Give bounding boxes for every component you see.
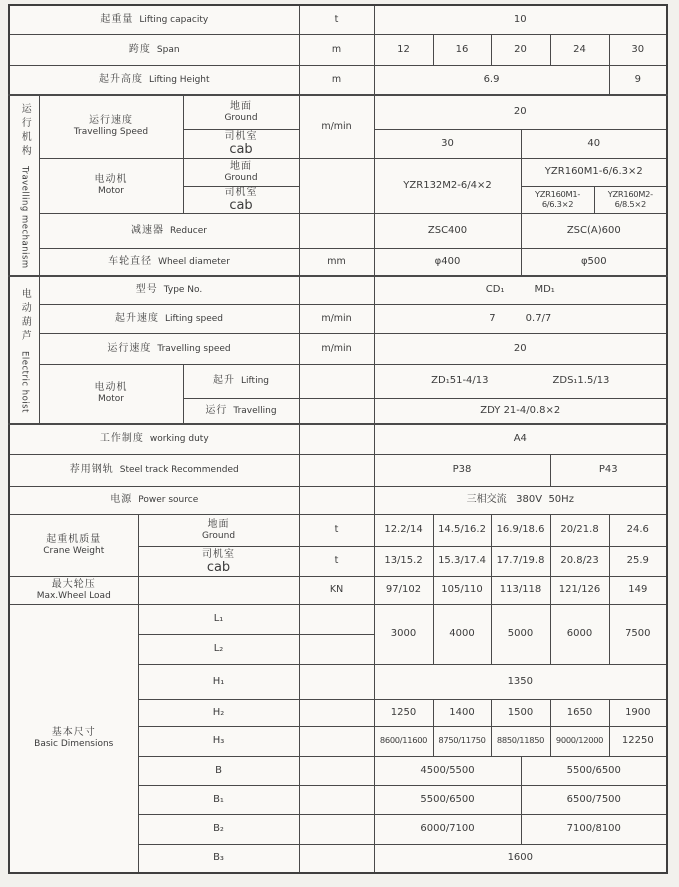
hoist-motor-lifting-cd: ZD₁51-4/13 [431, 375, 489, 386]
section-travelling-mechanism-en: Travelling mechanism [19, 165, 30, 269]
dim-h2-v5: 1900 [609, 699, 667, 726]
lifting-capacity-value: 10 [374, 5, 667, 34]
crane-weight-ground-v1: 12.2/14 [374, 514, 433, 546]
crane-weight-cab-v4: 20.8/23 [550, 546, 609, 576]
basic-dimensions-label-zh: 基本尺寸 [51, 726, 96, 738]
dim-h2-v3: 1500 [491, 699, 550, 726]
power-source-label-en: Power source [138, 495, 199, 505]
lifting-capacity-unit: t [299, 5, 374, 34]
wheel-diameter-value-right: φ500 [521, 248, 667, 276]
hoist-motor-lifting-zh: 起升 [213, 375, 236, 386]
dim-l-v3: 5000 [491, 604, 550, 664]
dim-l-v4: 6000 [550, 604, 609, 664]
crane-weight-ground-zh: 地面 [207, 518, 230, 530]
working-duty-label-zh: 工作制度 [99, 433, 144, 445]
dim-b3-unit [299, 844, 374, 873]
dim-b2-value-left: 6000/7100 [374, 814, 521, 844]
dim-h2-v4: 1650 [550, 699, 609, 726]
max-wheel-load-label-en: Max.Wheel Load [36, 590, 111, 601]
travelling-speed-ground-en: Ground [224, 112, 258, 123]
max-wheel-load-label [9, 576, 138, 604]
row-type-no [9, 276, 667, 304]
travelling-motor-cab-label [183, 186, 299, 213]
span-unit: m [299, 34, 374, 65]
type-no-value [374, 276, 667, 304]
dim-b1-value-right: 6500/7500 [521, 785, 667, 814]
travelling-motor-value-right-top: YZR160M1-6/6.3×2 [521, 158, 667, 186]
hoist-motor-travelling-zh: 运行 [205, 404, 228, 416]
dim-b2-label: B₂ [138, 814, 299, 844]
travelling-motor-ground-zh: 地面 [230, 160, 252, 172]
type-no-md: MD₁ [534, 284, 555, 296]
travelling-speed-label-zh: 运行速度 [89, 115, 133, 127]
steel-track-label-zh: 荐用钢轨 [69, 464, 114, 475]
hoist-motor-travelling-value: ZDY 21-4/0.8×2 [374, 398, 667, 424]
row-travelling-motor-ground [9, 158, 667, 186]
travelling-motor-cab-en: cab [229, 198, 253, 213]
hoist-motor-lifting-en: Lifting [241, 376, 269, 386]
working-duty-label-en: working duty [149, 434, 209, 445]
dim-h2-v1: 1250 [374, 699, 433, 726]
dim-b-value-right: 5500/6500 [521, 756, 667, 785]
power-source-value: 三相交流 380V 50Hz [374, 486, 667, 514]
wheel-diameter-label [39, 248, 299, 276]
span-value-12: 12 [374, 34, 433, 65]
hoist-travelling-speed-label [39, 333, 299, 364]
section-electric-hoist-en: Electric hoist [19, 350, 30, 413]
basic-dimensions-label-en: Basic Dimensions [34, 738, 114, 749]
reducer-value-left: ZSC400 [374, 213, 521, 248]
dim-b1-value-left: 5500/6500 [374, 785, 521, 814]
working-duty-value: A4 [374, 424, 667, 454]
max-wheel-load-spacer [138, 576, 299, 604]
hoist-motor-travelling-label [183, 398, 299, 424]
hoist-motor-lifting-md: ZDS₁1.5/13 [552, 375, 610, 386]
hoist-travelling-speed-label-zh: 运行速度 [107, 342, 152, 354]
crane-weight-ground-label [138, 514, 299, 546]
reducer-unit [299, 213, 374, 248]
dim-b2-value-right: 7100/8100 [521, 814, 667, 844]
travelling-speed-ground-label [183, 95, 299, 129]
crane-weight-cab-zh: 司机室 [202, 548, 235, 560]
row-power-source [9, 486, 667, 514]
power-source-label [9, 486, 299, 514]
section-electric-hoist [9, 276, 39, 424]
travelling-motor-value-bottom-left: YZR160M1-6/6.3×2 [521, 186, 594, 213]
dim-b-value-left: 4500/5500 [374, 756, 521, 785]
dim-l2-unit [299, 634, 374, 664]
type-no-label [39, 276, 299, 304]
max-wheel-load-unit: KN [299, 576, 374, 604]
row-dim-l1 [9, 604, 667, 634]
crane-weight-cab-v2: 15.3/17.4 [433, 546, 491, 576]
max-wheel-load-v2: 105/110 [433, 576, 491, 604]
dim-l1-label: L₁ [138, 604, 299, 634]
lifting-height-label-zh: 起升高度 [98, 73, 143, 85]
dim-h2-label: H₂ [138, 699, 299, 726]
hoist-motor-label [39, 364, 183, 424]
span-value-20: 20 [491, 34, 550, 65]
dim-l-v2: 4000 [433, 604, 491, 664]
type-no-label-en: Type No. [163, 285, 203, 296]
travelling-motor-label [39, 158, 183, 213]
hoist-motor-lifting-label [183, 364, 299, 398]
row-travelling-speed-ground [9, 95, 667, 129]
hoist-lifting-speed-unit: m/min [299, 304, 374, 333]
steel-track-value-left: P38 [374, 454, 550, 486]
row-reducer [9, 213, 667, 248]
row-lifting-capacity [9, 5, 667, 34]
reducer-label-en: Reducer [170, 225, 207, 236]
max-wheel-load-v3: 113/118 [491, 576, 550, 604]
dim-h3-v3: 8850/11850 [491, 726, 550, 756]
span-value-30: 30 [609, 34, 667, 65]
power-source-label-zh: 电源 [110, 494, 133, 505]
reducer-label [39, 213, 299, 248]
section-travelling-mechanism-zh: 运行机构 [19, 102, 31, 159]
lifting-height-unit: m [299, 65, 374, 95]
crane-weight-ground-en: Ground [201, 530, 236, 541]
dim-h1-unit [299, 664, 374, 699]
crane-weight-ground-unit: t [299, 514, 374, 546]
row-lifting-height [9, 65, 667, 95]
crane-weight-cab-v3: 17.7/19.8 [491, 546, 550, 576]
section-electric-hoist-zh: 电动葫芦 [19, 287, 31, 344]
reducer-label-zh: 减速器 [131, 224, 164, 236]
hoist-lifting-speed-md: 0.7/7 [525, 312, 552, 324]
dim-h3-v2: 8750/11750 [433, 726, 491, 756]
dim-h3-v4: 9000/12000 [550, 726, 609, 756]
hoist-lifting-speed-label [39, 304, 299, 333]
hoist-lifting-speed-cd: 7 [489, 312, 496, 324]
dim-b-unit [299, 756, 374, 785]
dim-h2-unit [299, 699, 374, 726]
row-hoist-lifting-speed [9, 304, 667, 333]
travelling-motor-value-left: YZR132M2-6/4×2 [374, 158, 521, 213]
max-wheel-load-v1: 97/102 [374, 576, 433, 604]
wheel-diameter-unit: mm [299, 248, 374, 276]
span-label-en: Span [156, 44, 180, 55]
section-travelling-mechanism [9, 95, 39, 276]
max-wheel-load-label-zh: 最大轮压 [51, 578, 96, 590]
travelling-motor-value-bottom-right: YZR160M2-6/8.5×2 [594, 186, 667, 213]
hoist-motor-travelling-en: Travelling [233, 405, 277, 416]
span-label [9, 34, 299, 65]
travelling-motor-ground-label [183, 158, 299, 186]
dim-b2-unit [299, 814, 374, 844]
travelling-motor-ground-en: Ground [224, 172, 258, 183]
working-duty-unit [299, 424, 374, 454]
span-label-zh: 跨度 [128, 43, 151, 55]
travelling-speed-cab-label [183, 129, 299, 158]
reducer-value-right: ZSC(A)600 [521, 213, 667, 248]
lifting-height-label [9, 65, 299, 95]
hoist-motor-label-en: Motor [97, 394, 124, 405]
wheel-diameter-value-left: φ400 [374, 248, 521, 276]
type-no-unit [299, 276, 374, 304]
crane-weight-ground-v5: 24.6 [609, 514, 667, 546]
row-wheel-diameter [9, 248, 667, 276]
wheel-diameter-label-en: Wheel diameter [158, 256, 230, 267]
travelling-speed-ground-zh: 地面 [230, 100, 252, 112]
hoist-travelling-speed-value: 20 [374, 333, 667, 364]
travelling-speed-cab-en: cab [229, 142, 253, 157]
row-crane-weight-ground [9, 514, 667, 546]
hoist-motor-lifting-value [374, 364, 667, 398]
power-source-unit [299, 486, 374, 514]
crane-weight-label-zh: 起重机质量 [46, 533, 102, 545]
hoist-motor-travelling-unit [299, 398, 374, 424]
travelling-motor-cab-zh: 司机室 [224, 187, 258, 198]
hoist-motor-label-zh: 电动机 [94, 382, 128, 394]
row-steel-track [9, 454, 667, 486]
hoist-travelling-speed-unit: m/min [299, 333, 374, 364]
dim-h3-v1: 8600/11600 [374, 726, 433, 756]
lifting-height-label-en: Lifting Height [148, 74, 210, 85]
wheel-diameter-label-zh: 车轮直径 [108, 255, 153, 267]
crane-weight-ground-v2: 14.5/16.2 [433, 514, 491, 546]
working-duty-label [9, 424, 299, 454]
travelling-motor-label-zh: 电动机 [94, 174, 128, 186]
basic-dimensions-label [9, 604, 138, 873]
dim-l-v5: 7500 [609, 604, 667, 664]
dim-h1-value: 1350 [374, 664, 667, 699]
span-value-16: 16 [433, 34, 491, 65]
travelling-speed-unit: m/min [299, 95, 374, 158]
hoist-lifting-speed-value [374, 304, 667, 333]
dim-b3-value: 1600 [374, 844, 667, 873]
lifting-capacity-label [9, 5, 299, 34]
steel-track-label [9, 454, 299, 486]
travelling-motor-unit [299, 158, 374, 213]
dim-h3-unit [299, 726, 374, 756]
row-hoist-motor-lifting [9, 364, 667, 398]
travelling-motor-label-en: Motor [97, 186, 124, 197]
steel-track-value-right: P43 [550, 454, 667, 486]
crane-weight-cab-v5: 25.9 [609, 546, 667, 576]
travelling-speed-ground-value: 20 [374, 95, 667, 129]
steel-track-unit [299, 454, 374, 486]
crane-weight-ground-v4: 20/21.8 [550, 514, 609, 546]
steel-track-label-en: Steel track Recommended [119, 465, 239, 475]
row-working-duty [9, 424, 667, 454]
dim-b1-label: B₁ [138, 785, 299, 814]
travelling-speed-cab-zh: 司机室 [224, 131, 258, 142]
row-max-wheel-load [9, 576, 667, 604]
crane-specification-table [8, 4, 668, 874]
dim-h2-v2: 1400 [433, 699, 491, 726]
hoist-motor-lifting-unit [299, 364, 374, 398]
dim-h3-label: H₃ [138, 726, 299, 756]
max-wheel-load-v5: 149 [609, 576, 667, 604]
hoist-travelling-speed-label-en: Travelling speed [157, 343, 231, 354]
dim-h1-label: H₁ [138, 664, 299, 699]
type-no-label-zh: 型号 [135, 284, 158, 296]
lifting-capacity-label-en: Lifting capacity [139, 14, 209, 25]
crane-weight-label [9, 514, 138, 576]
type-no-cd: CD₁ [485, 284, 505, 296]
lifting-capacity-label-zh: 起重量 [100, 13, 134, 25]
dim-h3-v5: 12250 [609, 726, 667, 756]
dim-b-label: B [138, 756, 299, 785]
crane-weight-ground-v3: 16.9/18.6 [491, 514, 550, 546]
dim-l2-label: L₂ [138, 634, 299, 664]
crane-weight-cab-label [138, 546, 299, 576]
crane-weight-cab-unit: t [299, 546, 374, 576]
crane-weight-cab-v1: 13/15.2 [374, 546, 433, 576]
max-wheel-load-v4: 121/126 [550, 576, 609, 604]
dim-b3-label: B₃ [138, 844, 299, 873]
hoist-lifting-speed-label-zh: 起升速度 [114, 312, 159, 324]
lifting-height-value-main: 6.9 [374, 65, 609, 95]
crane-weight-cab-en: cab [206, 559, 231, 575]
crane-weight-label-en: Crane Weight [43, 545, 105, 556]
row-span [9, 34, 667, 65]
span-value-24: 24 [550, 34, 609, 65]
dim-l1-unit [299, 604, 374, 634]
row-hoist-travelling-speed [9, 333, 667, 364]
travelling-speed-cab-value-right: 40 [521, 129, 667, 158]
dim-b1-unit [299, 785, 374, 814]
travelling-speed-cab-value-left: 30 [374, 129, 521, 158]
dim-l-v1: 3000 [374, 604, 433, 664]
lifting-height-value-30m: 9 [609, 65, 667, 95]
travelling-speed-label [39, 95, 183, 158]
travelling-speed-label-en: Travelling Speed [73, 127, 149, 138]
hoist-lifting-speed-label-en: Lifting speed [164, 313, 224, 324]
